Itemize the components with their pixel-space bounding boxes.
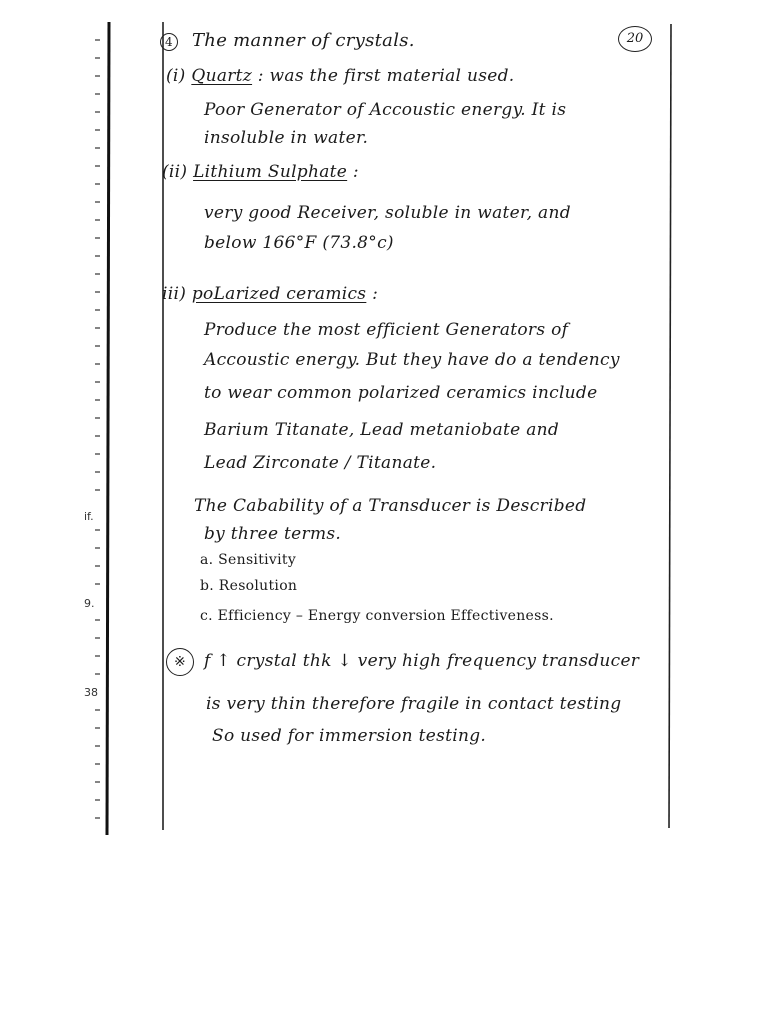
section-line: to wear common polarized ceramics include <box>204 383 598 403</box>
section-line: below 166°F (73.8°c) <box>204 233 394 253</box>
section-marker: (ii) <box>162 162 188 182</box>
section-title: poLarized ceramics <box>191 284 367 304</box>
section-ceramics-title <box>162 284 378 304</box>
section-lithium-title <box>162 162 359 182</box>
section-line: Produce the most efficient Generators of <box>204 320 569 340</box>
note-line <box>166 648 639 676</box>
note-line: So used for immersion testing. <box>212 726 487 746</box>
asterism-icon: ※ <box>166 648 194 676</box>
margin-note: 38 <box>84 686 98 699</box>
section-suffix: : <box>352 162 359 182</box>
section-line: insoluble in water. <box>204 128 369 148</box>
section-line: Poor Generator of Accoustic energy. It is <box>204 100 567 120</box>
capability-item: b. Resolution <box>200 578 298 594</box>
capability-item: c. Efficiency – Energy conversion Effectiveness. <box>200 608 554 624</box>
section-quartz-title <box>166 66 515 86</box>
page-number: 20 <box>618 26 652 52</box>
margin-note: if. <box>84 510 94 523</box>
capability-item: a. Sensitivity <box>200 552 297 568</box>
heading-number: 4 <box>160 33 178 51</box>
section-line: Lead Zirconate / Titanate. <box>204 453 437 473</box>
section-suffix: : <box>372 284 379 304</box>
capability-line: The Cabability of a Transducer is Described <box>194 496 587 516</box>
section-title: Lithium Sulphate <box>193 162 348 182</box>
note-text: f ↑ crystal thk ↓ very high frequency transducer <box>204 651 640 671</box>
section-line: Accoustic energy. But they have do a tendency <box>204 350 620 370</box>
heading-text: The manner of crystals. <box>192 30 415 51</box>
capability-line: by three terms. <box>204 524 342 544</box>
section-title: Quartz <box>191 66 253 86</box>
section-suffix: : was the first material used. <box>257 66 515 86</box>
section-line: Barium Titanate, Lead metaniobate and <box>204 420 560 440</box>
section-marker: iii) <box>162 284 187 304</box>
note-line: is very thin therefore fragile in contact testing <box>206 694 622 714</box>
section-marker: (i) <box>166 66 186 86</box>
heading <box>160 30 415 51</box>
margin-note: 9. <box>84 597 95 610</box>
section-line: very good Receiver, soluble in water, and <box>204 203 571 223</box>
